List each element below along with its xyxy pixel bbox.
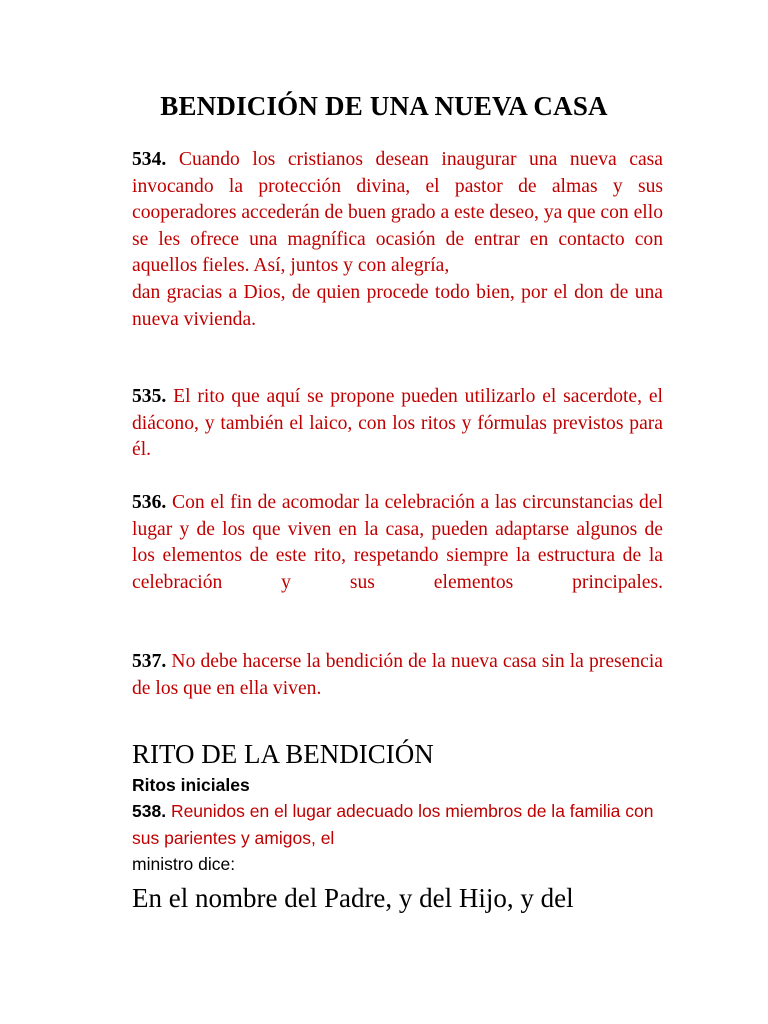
paragraph-number: 534.	[132, 149, 167, 170]
paragraph-text: Cuando los cristianos desean inaugurar una nueva casa invocando la protección divina, el pastor de almas y sus cooperadores accederán de buen grado a este deseo, ya que con ello se les ofrece una magnífica ocasión de entrar en contacto con aquellos fieles. Así, juntos y con alegría,	[132, 149, 663, 277]
paragraph-number: 535.	[132, 386, 167, 407]
paragraph-536	[132, 490, 663, 596]
paragraph-number: 536.	[132, 492, 167, 513]
section-title: RITO DE LA BENDICIÓN	[132, 739, 434, 769]
paragraph-text-black: ministro dice:	[132, 854, 236, 874]
paragraph-text: Reunidos en el lugar adecuado los miembros de la familia con sus parientes y amigos, el	[132, 801, 654, 848]
paragraph-text: Con el fin de acomodar la celebración a las circunstancias del lugar y de los que viven en la casa, pueden adaptarse algunos de los elementos de este rito, respetando siempre la estructura de la celebración y sus elementos principales.	[132, 492, 663, 593]
invocation-text: En el nombre del Padre, y del Hijo, y del	[132, 883, 574, 913]
paragraph-number: 538.	[132, 801, 167, 821]
paragraph-text: El rito que aquí se propone pueden utilizarlo el sacerdote, el diácono, y también el laico, con los ritos y fórmulas previstos para él.	[132, 386, 663, 461]
document-title: BENDICIÓN DE UNA NUEVA CASA	[160, 91, 608, 121]
paragraph-538	[132, 798, 663, 878]
paragraph-text: No debe hacerse la bendición de la nueva casa sin la presencia de los que en ella viven.	[132, 651, 663, 699]
paragraph-text-continued: dan gracias a Dios, de quien procede todo bien, por el don de una nueva vivienda.	[132, 281, 663, 330]
paragraph-number: 537.	[132, 651, 167, 672]
paragraph-535	[132, 384, 663, 464]
paragraph-534	[132, 147, 663, 333]
subsection-title: Ritos iniciales	[132, 775, 250, 795]
paragraph-537	[132, 649, 663, 702]
